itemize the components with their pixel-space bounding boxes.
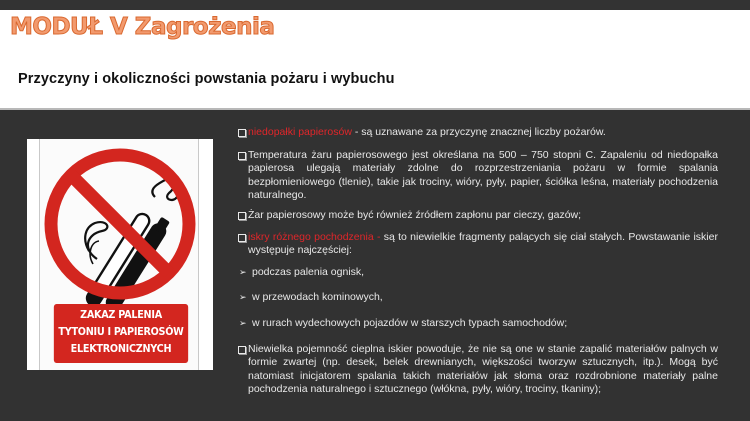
slide-subtitle: Przyczyny i okoliczności powstania pożaru i wybuchu	[18, 71, 395, 87]
list-item	[238, 291, 718, 305]
item-text: Niewielka pojemność cieplna iskier powoduje, że nie są one w stanie zapalić materiałów palnych w formie zwartej (np. desek, belek drewnianych, większości tworzyw sztucznych, itp.). Mogą być natomiast inicjatorem spalania takich materiałów jak słoma oraz rozdrobnione materiały palne pochodzenia naturalnego i sztucznego (włókna, pyły, wióry, trociny, tkaniny);	[248, 342, 718, 396]
top-bar	[0, 0, 750, 10]
list-item	[238, 317, 718, 331]
item-text: w przewodach kominowych,	[252, 291, 383, 304]
slide-title: MODUŁ V Zagrożenia	[10, 14, 275, 40]
checkbox-bullet-icon	[238, 346, 246, 354]
item-text: podczas palenia ognisk,	[252, 265, 365, 278]
sign-label-line: ZAKAZ PALENIA	[80, 309, 162, 321]
arrow-bullet-icon: ➢	[239, 266, 247, 277]
checkbox-bullet-icon	[238, 234, 246, 242]
checkbox-bullet-icon	[238, 129, 246, 137]
list-item	[238, 343, 718, 397]
content-list	[238, 126, 718, 397]
item-text: w rurach wydechowych pojazdów w starszych typach samochodów;	[252, 316, 568, 329]
arrow-bullet-icon: ➢	[239, 317, 247, 328]
no-smoking-sign	[27, 139, 213, 370]
checkbox-bullet-icon	[238, 212, 246, 220]
item-text: - są uznawane za przyczynę znacznej liczby pożarów.	[351, 126, 606, 138]
item-text: Żar papierosowy może być również źródłem zapłonu par cieczy, gazów;	[248, 208, 582, 221]
list-item	[238, 231, 718, 258]
item-text: Temperatura żaru papierosowego jest określana na 500 – 750 stopni C. Zapaleniu od niedopałka papierosa ulegają materiały zdolne do rozprzestrzeniania pożaru w formie spalania bezpłomieniowego (tlenie), takie jak trociny, wióry, pyły, papier, ściółka leśna, materiały pochodzenia naturalnego.	[248, 148, 718, 202]
item-text: są to niewielkie fragmenty palących się ciał stałych. Powstawanie iskier występuje najczęściej:	[248, 230, 718, 257]
list-item	[238, 126, 718, 140]
sign-label-line: ELEKTRONICZNYCH	[70, 343, 172, 355]
list-item	[238, 209, 718, 223]
sign-label	[54, 304, 188, 363]
arrow-bullet-icon: ➢	[239, 292, 247, 303]
slide-header	[0, 10, 750, 110]
list-item	[238, 149, 718, 203]
highlight-text: niedopałki papierosów	[248, 126, 352, 138]
checkbox-bullet-icon	[238, 152, 246, 160]
highlight-text: iskry różnego pochodzenia -	[248, 230, 384, 243]
sign-label-line: TYTONIU I PAPIEROSÓW	[58, 326, 184, 338]
list-item	[238, 266, 718, 280]
